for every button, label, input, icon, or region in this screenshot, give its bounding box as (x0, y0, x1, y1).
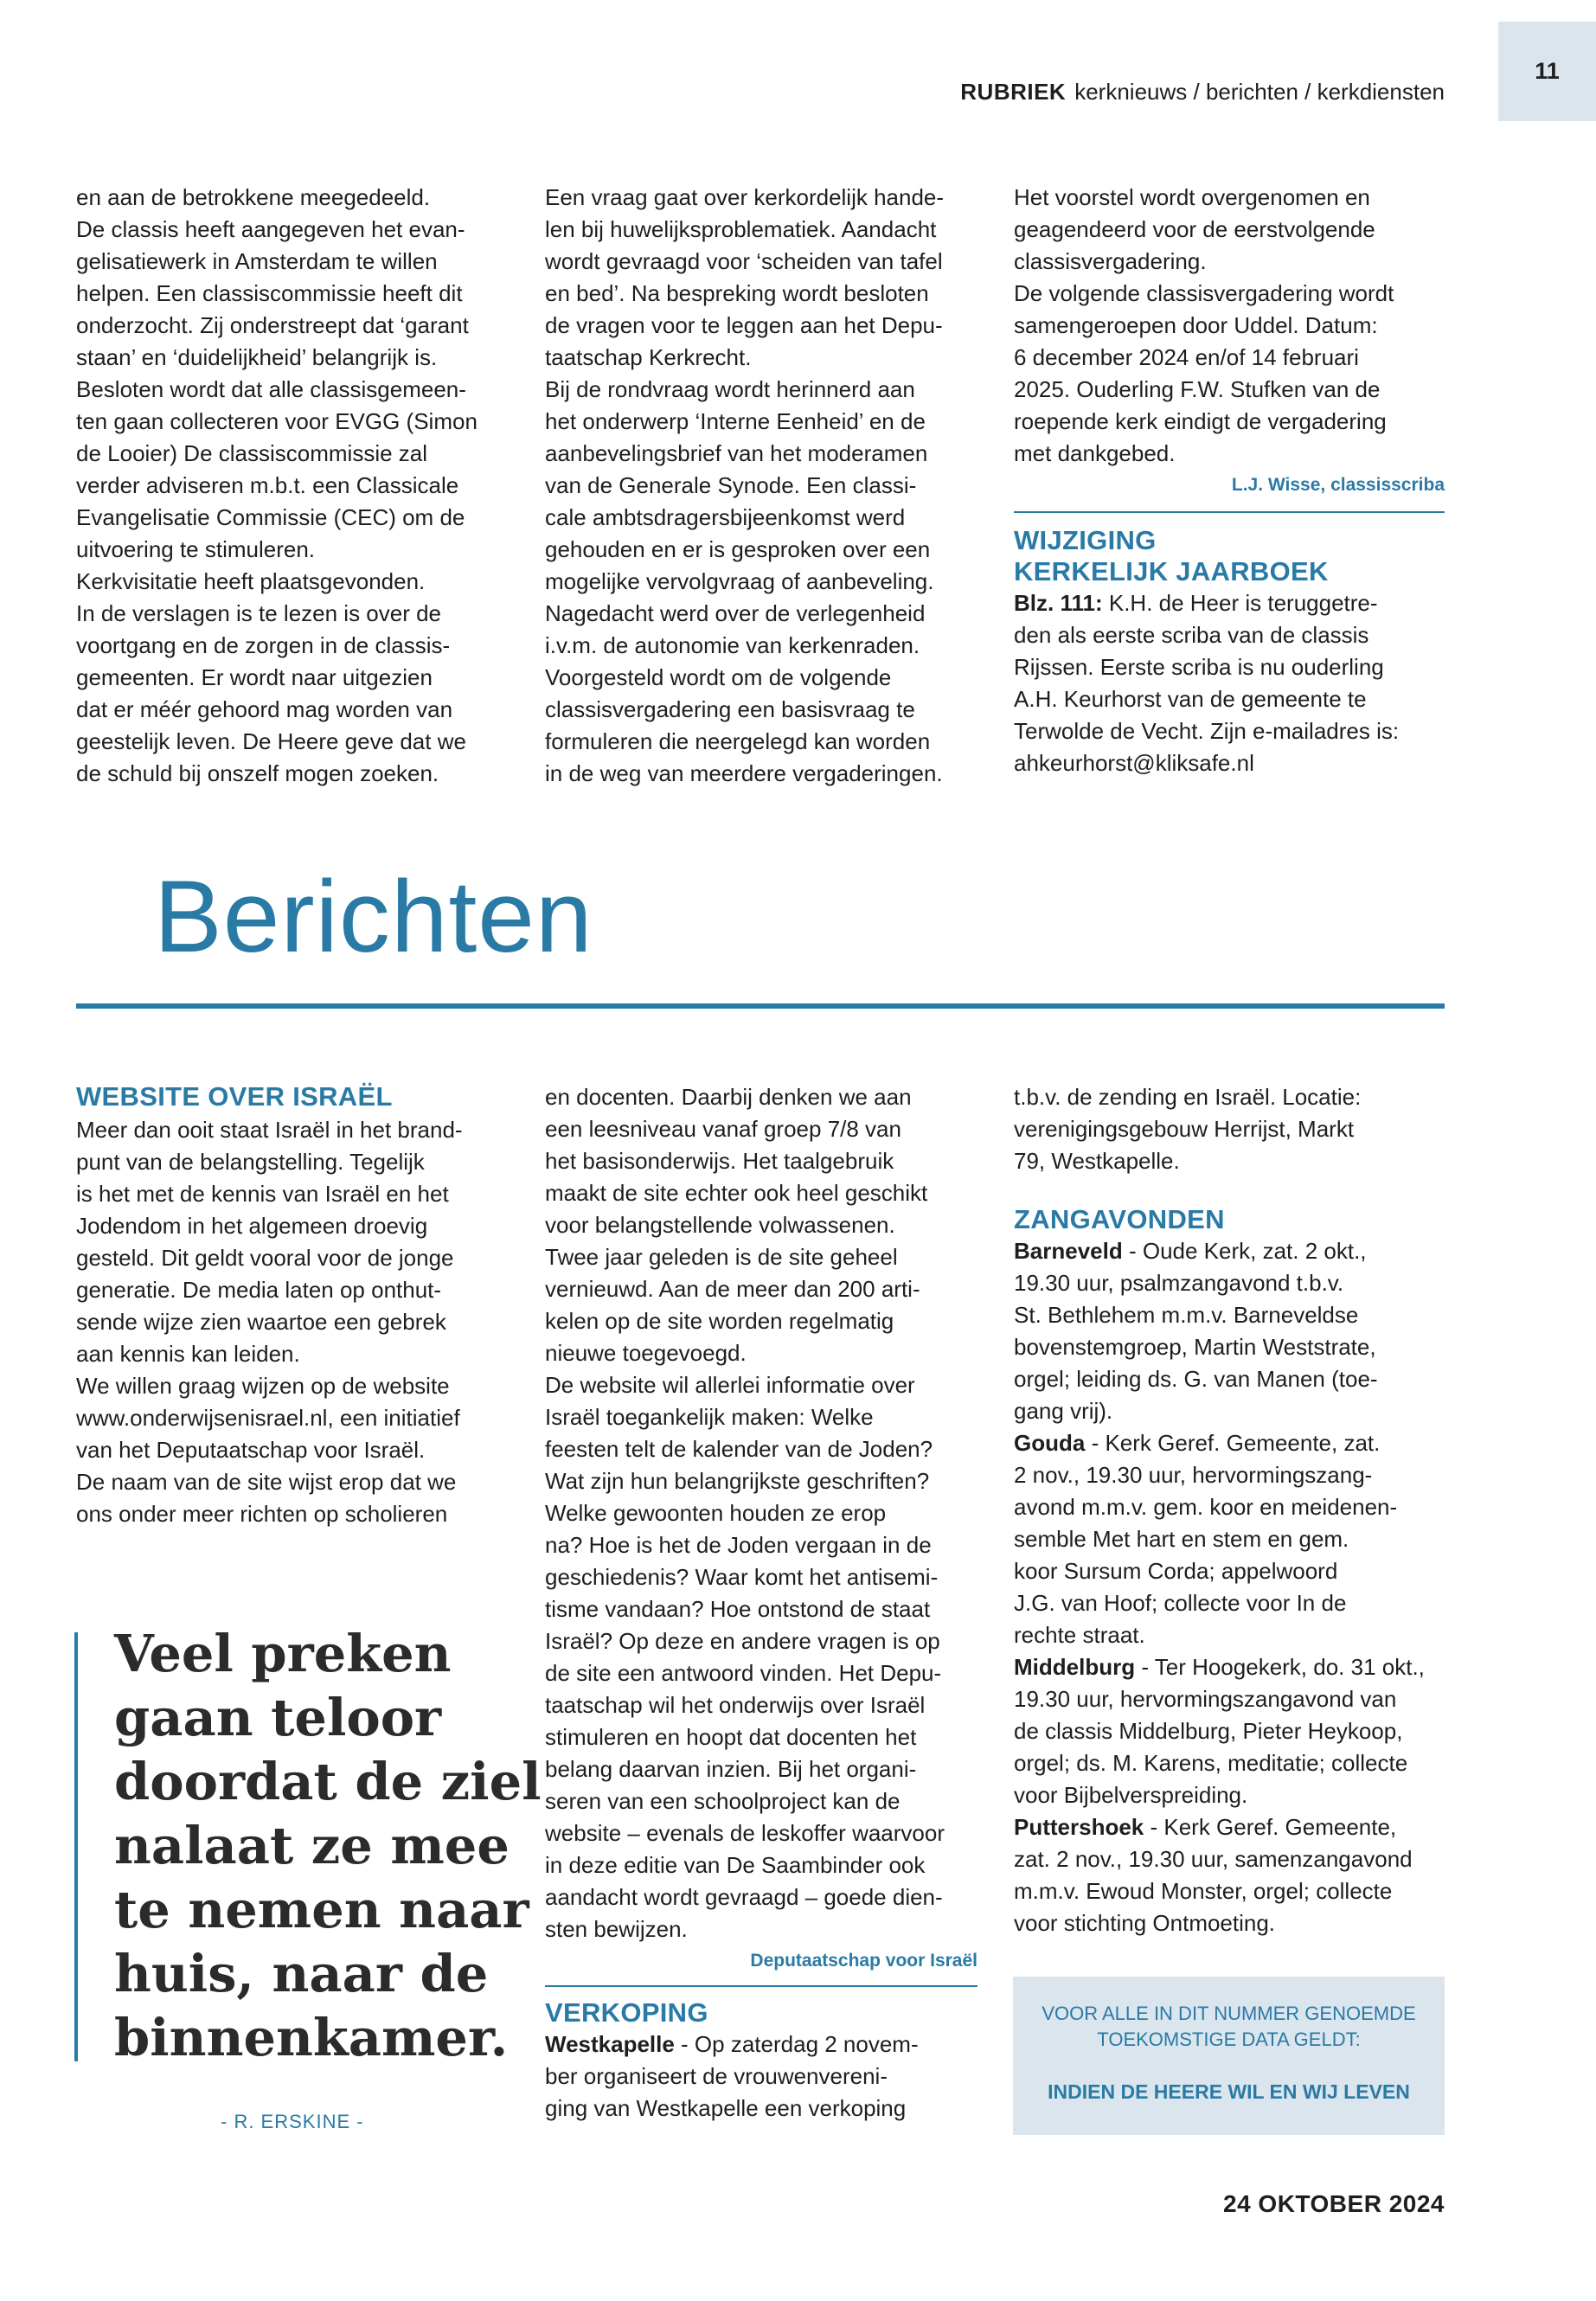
text-line: ging van Westkapelle een verkoping (545, 2095, 907, 2121)
notice-line: VOOR ALLE IN DIT NUMMER GENOEMDE (1042, 2003, 1416, 2024)
issue-date: 24 OKTOBER 2024 (1223, 2190, 1445, 2217)
text-line: gang vrij). (1014, 1398, 1113, 1424)
paragraph (545, 182, 977, 790)
text-line: mogelijke vervolgvraag of aanbeveling. (545, 568, 934, 594)
text-line: A.H. Keurhorst van de gemeente te (1014, 686, 1367, 712)
text-line: gelisatiewerk in Amsterdam te willen (76, 248, 438, 274)
text-line (1014, 587, 1445, 619)
text-line: tisme vandaan? Hoe ontstond de staat (545, 1596, 931, 1622)
text-line: de schuld bij onszelf mogen zoeken. (76, 760, 439, 786)
website-column-1 (76, 1081, 509, 1530)
text-line: sende wijze zien waartoe een gebrek (76, 1309, 446, 1335)
text-line: uitvoering te stimuleren. (76, 536, 316, 562)
text-line: 19.30 uur, psalmzangavond t.b.v. (1014, 1270, 1344, 1296)
notice-text (1013, 2001, 1445, 2053)
text-line: Evangelisatie Commissie (CEC) om de (76, 504, 465, 530)
quote-line: gaan teloor (114, 1688, 442, 1747)
quote-line: huis, naar de (114, 1944, 489, 2003)
email-link[interactable]: ahkeurhorst@kliksafe.nl (1014, 750, 1254, 776)
text-line: 19.30 uur, hervormingszangavond van (1014, 1686, 1397, 1712)
top-column-2 (545, 182, 977, 790)
text-line: Een vraag gaat over kerkordelijk hande- (545, 184, 945, 210)
text-line: Jodendom in het algemeen droevig (76, 1213, 428, 1239)
verkoping-continued (1014, 1081, 1445, 1177)
text-line: ons onder meer richten op scholieren (76, 1501, 448, 1527)
text-line: orgel; leiding ds. G. van Manen (toe- (1014, 1366, 1378, 1392)
text-line: dat er méér gehoord mag worden van (76, 696, 453, 722)
place-label: Gouda (1014, 1430, 1086, 1456)
lead-label: Westkapelle (545, 2031, 675, 2057)
text-line: na? Hoe is het de Joden vergaan in de (545, 1532, 932, 1558)
text-line: Besloten wordt dat alle classisgemeen- (76, 376, 466, 402)
top-column-3 (1014, 182, 1445, 779)
quote-line: nalaat ze mee (114, 1816, 510, 1875)
text-run: - Oude Kerk, zat. 2 okt., (1122, 1238, 1367, 1264)
text-line (1014, 1811, 1445, 1843)
text-line (1014, 1427, 1445, 1459)
text-line: verenigingsgebouw Herrijst, Markt (1014, 1116, 1355, 1142)
verkoping-body (545, 2029, 977, 2125)
text-line: en bed’. Na bespreking wordt besloten (545, 280, 929, 306)
text-line: Rijssen. Eerste scriba is nu ouderling (1014, 654, 1384, 680)
place-label: Middelburg (1014, 1654, 1136, 1680)
paragraph (1014, 182, 1445, 470)
text-line: zat. 2 nov., 19.30 uur, samenzangavond (1014, 1846, 1413, 1872)
paragraph (545, 1081, 977, 1945)
text-line: website – evenals de leskoffer waarvoor (545, 1820, 945, 1846)
text-line: helpen. Een classiscommissie heeft dit (76, 280, 463, 306)
text-line: voortgang en de zorgen in de classis- (76, 632, 451, 658)
page-number: 11 (1535, 58, 1560, 84)
text-line: Welke gewoonten houden ze erop (545, 1500, 887, 1526)
header-label: RUBRIEK (960, 79, 1067, 105)
text-line: het onderwerp ‘Interne Eenheid’ en de (545, 408, 926, 434)
text-line: In de verslagen is te lezen is over de (76, 600, 442, 626)
text-line: De volgende classisvergadering wordt (1014, 280, 1394, 306)
place-label: Puttershoek (1014, 1814, 1144, 1840)
text-line: van de Generale Synode. Een classi- (545, 472, 917, 498)
text-line: aandacht wordt gevraagd – goede dien- (545, 1884, 943, 1910)
text-line: gesteld. Dit geldt vooral voor de jonge (76, 1245, 454, 1271)
quote-bar (74, 1632, 78, 2061)
text-line: formuleren die neergelegd kan worden (545, 728, 931, 754)
text-line: De naam van de site wijst erop dat we (76, 1469, 457, 1495)
text-line (1014, 1235, 1445, 1267)
text-line: ten gaan collecteren voor EVGG (Simon (76, 408, 478, 434)
notice-emphasis: INDIEN DE HEERE WIL EN WIJ LEVEN (1048, 2080, 1410, 2103)
text-line: met dankgebed. (1014, 440, 1176, 466)
quote-line: binnenkamer. (114, 2008, 509, 2067)
text-line: ber organiseert de vrouwenvereni- (545, 2063, 888, 2089)
text-line: De website wil allerlei informatie over (545, 1372, 915, 1398)
text-line: Bij de rondvraag wordt herinnerd aan (545, 376, 915, 402)
text-line: Kerkvisitatie heeft plaatsgevonden. (76, 568, 426, 594)
text-line: en docenten. Daarbij denken we aan (545, 1084, 912, 1110)
divider (1014, 511, 1445, 513)
pull-quote (114, 1622, 564, 2070)
text-line: Israël? Op deze en andere vragen is op (545, 1628, 940, 1654)
text-line: bovenstemgroep, Martin Weststrate, (1014, 1334, 1376, 1360)
text-line: in de weg van meerdere vergaderingen. (545, 760, 943, 786)
text-line: een leesniveau vanaf groep 7/8 van (545, 1116, 901, 1142)
quote-line: te nemen naar (114, 1880, 529, 1939)
divider (545, 1985, 977, 1987)
text-line: nieuwe toegevoegd. (545, 1340, 747, 1366)
verkoping-heading: VERKOPING (545, 1997, 708, 2028)
text-line: aanbevelingsbrief van het moderamen (545, 440, 928, 466)
zangavonden-body (1014, 1235, 1445, 1939)
quote-author: - R. ERSKINE - (221, 2111, 364, 2132)
text-line: Israël toegankelijk maken: Welke (545, 1404, 874, 1430)
website-url-line[interactable]: www.onderwijsenisrael.nl, een initiatief (76, 1405, 460, 1431)
text-line: Voorgesteld wordt om de volgende (545, 664, 892, 690)
text-line: de site een antwoord vinden. Het Depu- (545, 1660, 942, 1686)
text-line: den als eerste scriba van de classis (1014, 622, 1369, 648)
text-line: rechte straat. (1014, 1622, 1145, 1648)
quote-line: Veel preken (114, 1624, 452, 1683)
signature: L.J. Wisse, classisscriba (1231, 475, 1445, 495)
text-line: geschiedenis? Waar komt het antisemi- (545, 1564, 939, 1590)
text-line: gemeenten. Er wordt naar uitgezien (76, 664, 433, 690)
paragraph (76, 182, 509, 790)
text-line: gehouden en er is gesproken over een (545, 536, 931, 562)
wijziging-body (1014, 587, 1445, 779)
section-title: Berichten (154, 860, 593, 974)
text-line: cale ambtsdragersbijeenkomst werd (545, 504, 906, 530)
notice-line: TOEKOMSTIGE DATA GELDT: (1097, 2029, 1361, 2050)
zangavonden-heading: ZANGAVONDEN (1014, 1204, 1225, 1234)
paragraph (76, 1114, 509, 1530)
text-run: - Kerk Geref. Gemeente, zat. (1085, 1430, 1381, 1456)
text-line: 79, Westkapelle. (1014, 1148, 1180, 1174)
wijziging-heading (1014, 525, 1445, 587)
text-line: generatie. De media laten op onthut- (76, 1277, 442, 1303)
text-line: het basisonderwijs. Het taalgebruik (545, 1148, 894, 1174)
place-label: Barneveld (1014, 1238, 1123, 1264)
text-line: m.m.v. Ewoud Monster, orgel; collecte (1014, 1878, 1393, 1904)
text-line: Nagedacht werd over de verlegenheid (545, 600, 926, 626)
quote-line: doordat de ziel (114, 1752, 542, 1811)
text-line: in deze editie van De Saambinder ook (545, 1852, 926, 1878)
text-line: koor Sursum Corda; appelwoord (1014, 1558, 1338, 1584)
text-line: J.G. van Hoof; collecte voor In de (1014, 1590, 1347, 1616)
text-line: kelen op de site worden regelmatig (545, 1308, 894, 1334)
website-column-2 (545, 1081, 977, 2125)
text-line: belang daarvan inzien. Bij het organi- (545, 1756, 917, 1782)
text-line (545, 2029, 977, 2061)
text-line: avond m.m.v. gem. koor en meidenen- (1014, 1494, 1398, 1520)
text-line: Twee jaar geleden is de site geheel (545, 1244, 898, 1270)
text-line: t.b.v. de zending en Israël. Locatie: (1014, 1084, 1362, 1110)
page-number-tab (1498, 22, 1596, 121)
heading-line: KERKELIJK JAARBOEK (1014, 556, 1329, 586)
text-run: - Kerk Geref. Gemeente, (1144, 1814, 1397, 1840)
text-line: geestelijk leven. De Heere geve dat we (76, 728, 466, 754)
text-line: de classis Middelburg, Pieter Heykoop, (1014, 1718, 1403, 1744)
text-line: samengeroepen door Uddel. Datum: (1014, 312, 1378, 338)
text-run: - Op zaterdag 2 novem- (674, 2031, 919, 2057)
text-line: punt van de belangstelling. Tegelijk (76, 1149, 425, 1175)
berichten-column-3 (1014, 1081, 1445, 1939)
text-line: classisvergadering een basisvraag te (545, 696, 915, 722)
signature: Deputaatschap voor Israël (750, 1951, 977, 1971)
text-line: stimuleren en hoopt dat docenten het (545, 1724, 917, 1750)
text-line: De classis heeft aangegeven het evan- (76, 216, 465, 242)
lead-label: Blz. 111: (1014, 590, 1103, 616)
text-line: wordt gevraagd voor ‘scheiden van tafel (545, 248, 943, 274)
text-run: - Ter Hoogekerk, do. 31 okt., (1135, 1654, 1425, 1680)
text-line: voor belangstellende volwassenen. (545, 1212, 895, 1238)
text-line: i.v.m. de autonomie van kerkenraden. (545, 632, 920, 658)
text-line: Wat zijn hun belangrijkste geschriften? (545, 1468, 930, 1494)
text-line: Het voorstel wordt overgenomen en (1014, 184, 1370, 210)
text-line: len bij huwelijksproblematiek. Aandacht (545, 216, 937, 242)
text-line: taatschap wil het onderwijs over Israël (545, 1692, 926, 1718)
text-line: staan’ en ‘duidelijkheid’ belangrijk is. (76, 344, 438, 370)
text-line: We willen graag wijzen op de website (76, 1373, 450, 1399)
notice-box (1013, 1977, 1445, 2135)
text-line: seren van een schoolproject kan de (545, 1788, 901, 1814)
text-line: de Looier) De classiscommissie zal (76, 440, 428, 466)
text-line: aan kennis kan leiden. (76, 1341, 300, 1367)
text-line: semble Met hart en stem en gem. (1014, 1526, 1349, 1552)
text-line: 2025. Ouderling F.W. Stufken van de (1014, 376, 1381, 402)
text-line: is het met de kennis van Israël en het (76, 1181, 449, 1207)
text-line: taatschap Kerkrecht. (545, 344, 752, 370)
text-line: geagendeerd voor de eerstvolgende (1014, 216, 1375, 242)
running-header (960, 79, 1445, 106)
text-line: classisvergadering. (1014, 248, 1207, 274)
text-line: 6 december 2024 en/of 14 februari (1014, 344, 1359, 370)
text-line: Meer dan ooit staat Israël in het brand- (76, 1117, 463, 1143)
text-line: roepende kerk eindigt de vergadering (1014, 408, 1387, 434)
section-divider (76, 1003, 1445, 1009)
header-sections: kerknieuws / berichten / kerkdiensten (1074, 79, 1445, 105)
text-line: onderzocht. Zij onderstreept dat ‘garant (76, 312, 469, 338)
text-line: sten bewijzen. (545, 1916, 688, 1942)
text-line: Terwolde de Vecht. Zijn e-mailadres is: (1014, 718, 1400, 744)
text-line: verder adviseren m.b.t. een Classicale (76, 472, 459, 498)
text-line: maakt de site echter ook heel geschikt (545, 1180, 928, 1206)
text-line (1014, 1651, 1445, 1683)
text-line: voor stichting Ontmoeting. (1014, 1910, 1276, 1936)
text-line: en aan de betrokkene meegedeeld. (76, 184, 431, 210)
top-column-1 (76, 182, 509, 790)
text-line: vernieuwd. Aan de meer dan 200 arti- (545, 1276, 920, 1302)
text-line: orgel; ds. M. Karens, meditatie; collecte (1014, 1750, 1408, 1776)
text-line: van het Deputaatschap voor Israël. (76, 1437, 426, 1463)
website-heading: WEBSITE OVER ISRAËL (76, 1081, 393, 1112)
heading-line: WIJZIGING (1014, 525, 1157, 555)
text-line: St. Bethlehem m.m.v. Barneveldse (1014, 1302, 1359, 1328)
text-line: 2 nov., 19.30 uur, hervormingszang- (1014, 1462, 1373, 1488)
text-run: K.H. de Heer is teruggetre- (1102, 590, 1378, 616)
text-line: voor Bijbelverspreiding. (1014, 1782, 1248, 1808)
text-line: de vragen voor te leggen aan het Depu- (545, 312, 943, 338)
text-line: feesten telt de kalender van de Joden? (545, 1436, 933, 1462)
